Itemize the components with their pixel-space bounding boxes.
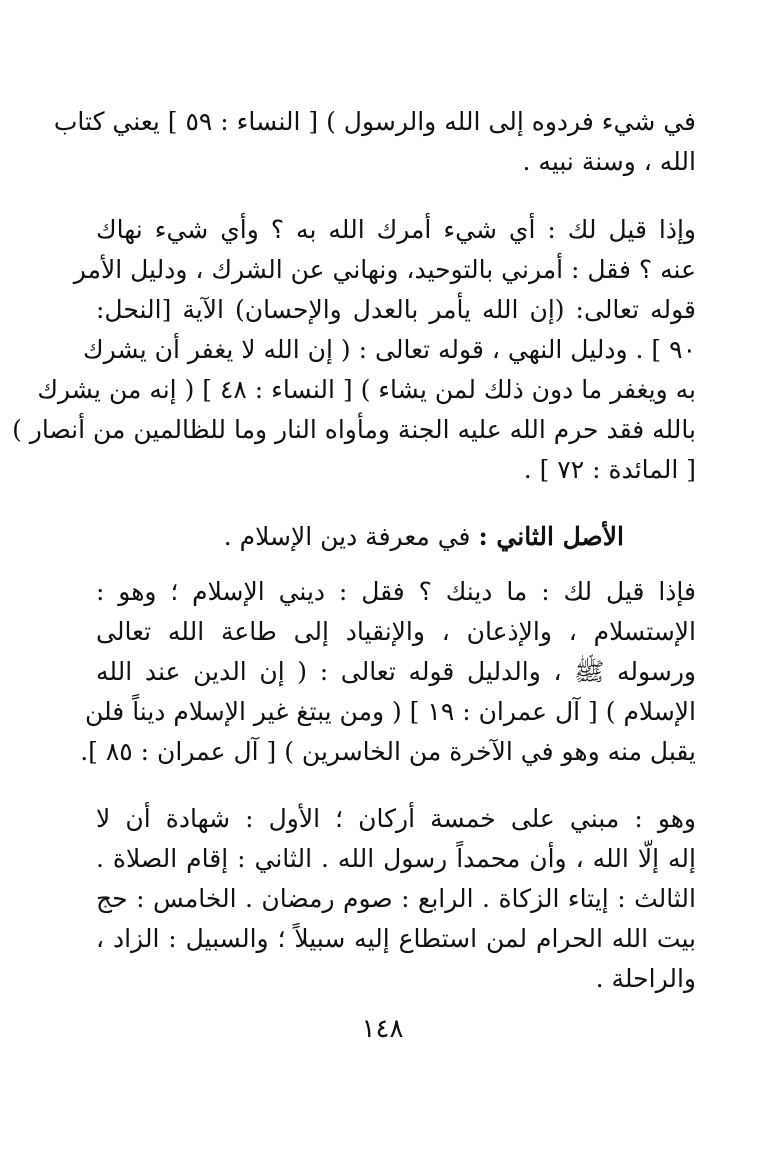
paragraph-4 bbox=[96, 799, 696, 999]
text-line: وإذا قيل لك : أي شيء أمرك الله به ؟ وأي شيء نهاك bbox=[96, 215, 696, 244]
text-line: [ المائدة : ٧٢ ] . bbox=[523, 455, 696, 484]
text-line: وهو : مبني على خمسة أركان ؛ الأول : شهادة أن لا bbox=[96, 804, 696, 833]
text-line: فإذا قيل لك : ما دينك ؟ فقل : ديني الإسلام ؛ وهو : bbox=[96, 577, 696, 606]
text-line: الإسلام ) [ آل عمران : ١٩ ] ( ومن يبتغ غير الإسلام ديناً فلن bbox=[84, 697, 696, 726]
section-heading-text: في معرفة دين الإسلام . bbox=[223, 522, 471, 551]
paragraph-3 bbox=[80, 572, 696, 772]
text-line: به ويغفر ما دون ذلك لمن يشاء ) [ النساء : ٤٨ ] ( إنه من يشرك bbox=[37, 375, 696, 404]
paragraph-1 bbox=[53, 102, 696, 182]
text-line: ٩٠ ] . ودليل النهي ، قوله تعالى : ( إن الله لا يغفر أن يشرك bbox=[83, 335, 696, 364]
text-line: الله ، وسنة نبيه . bbox=[522, 147, 696, 176]
text-line: يقبل منه وهو في الآخرة من الخاسرين ) [ آل عمران : ٨٥ ]. bbox=[80, 737, 696, 766]
text-line: ورسوله ﷺ ، والدليل قوله تعالى : ( إن الدين عند الله bbox=[96, 657, 696, 686]
text-line: والراحلة . bbox=[595, 964, 696, 993]
text-line: إله إلّا الله ، وأن محمداً رسول الله . الثاني : إقام الصلاة . bbox=[96, 844, 696, 873]
paragraph-2 bbox=[12, 210, 696, 490]
section-heading bbox=[96, 517, 696, 557]
section-heading-label: الأصل الثاني : bbox=[478, 522, 624, 551]
text-line: الثالث : إيتاء الزكاة . الرابع : صوم رمضان . الخامس : حج bbox=[96, 884, 696, 913]
page-number: ١٤٨ bbox=[361, 1014, 404, 1044]
text-line: عنه ؟ فقل : أمرني بالتوحيد، ونهاني عن الشرك ، ودليل الأمر bbox=[73, 255, 696, 284]
text-line: في شيء فردوه إلى الله والرسول ) [ النساء : ٥٩ ] يعني كتاب bbox=[53, 107, 696, 136]
text-line: الإستسلام ، والإذعان ، والإنقياد إلى طاعة الله تعالى bbox=[96, 617, 696, 646]
text-line: بيت الله الحرام لمن استطاع إليه سبيلاً ؛ والسبيل : الزاد ، bbox=[96, 924, 696, 953]
text-line: قوله تعالى: (إن الله يأمر بالعدل والإحسان) الآية [النحل: bbox=[96, 295, 696, 324]
text-line: بالله فقد حرم الله عليه الجنة ومأواه النار وما للظالمين من أنصار ) bbox=[12, 415, 696, 444]
